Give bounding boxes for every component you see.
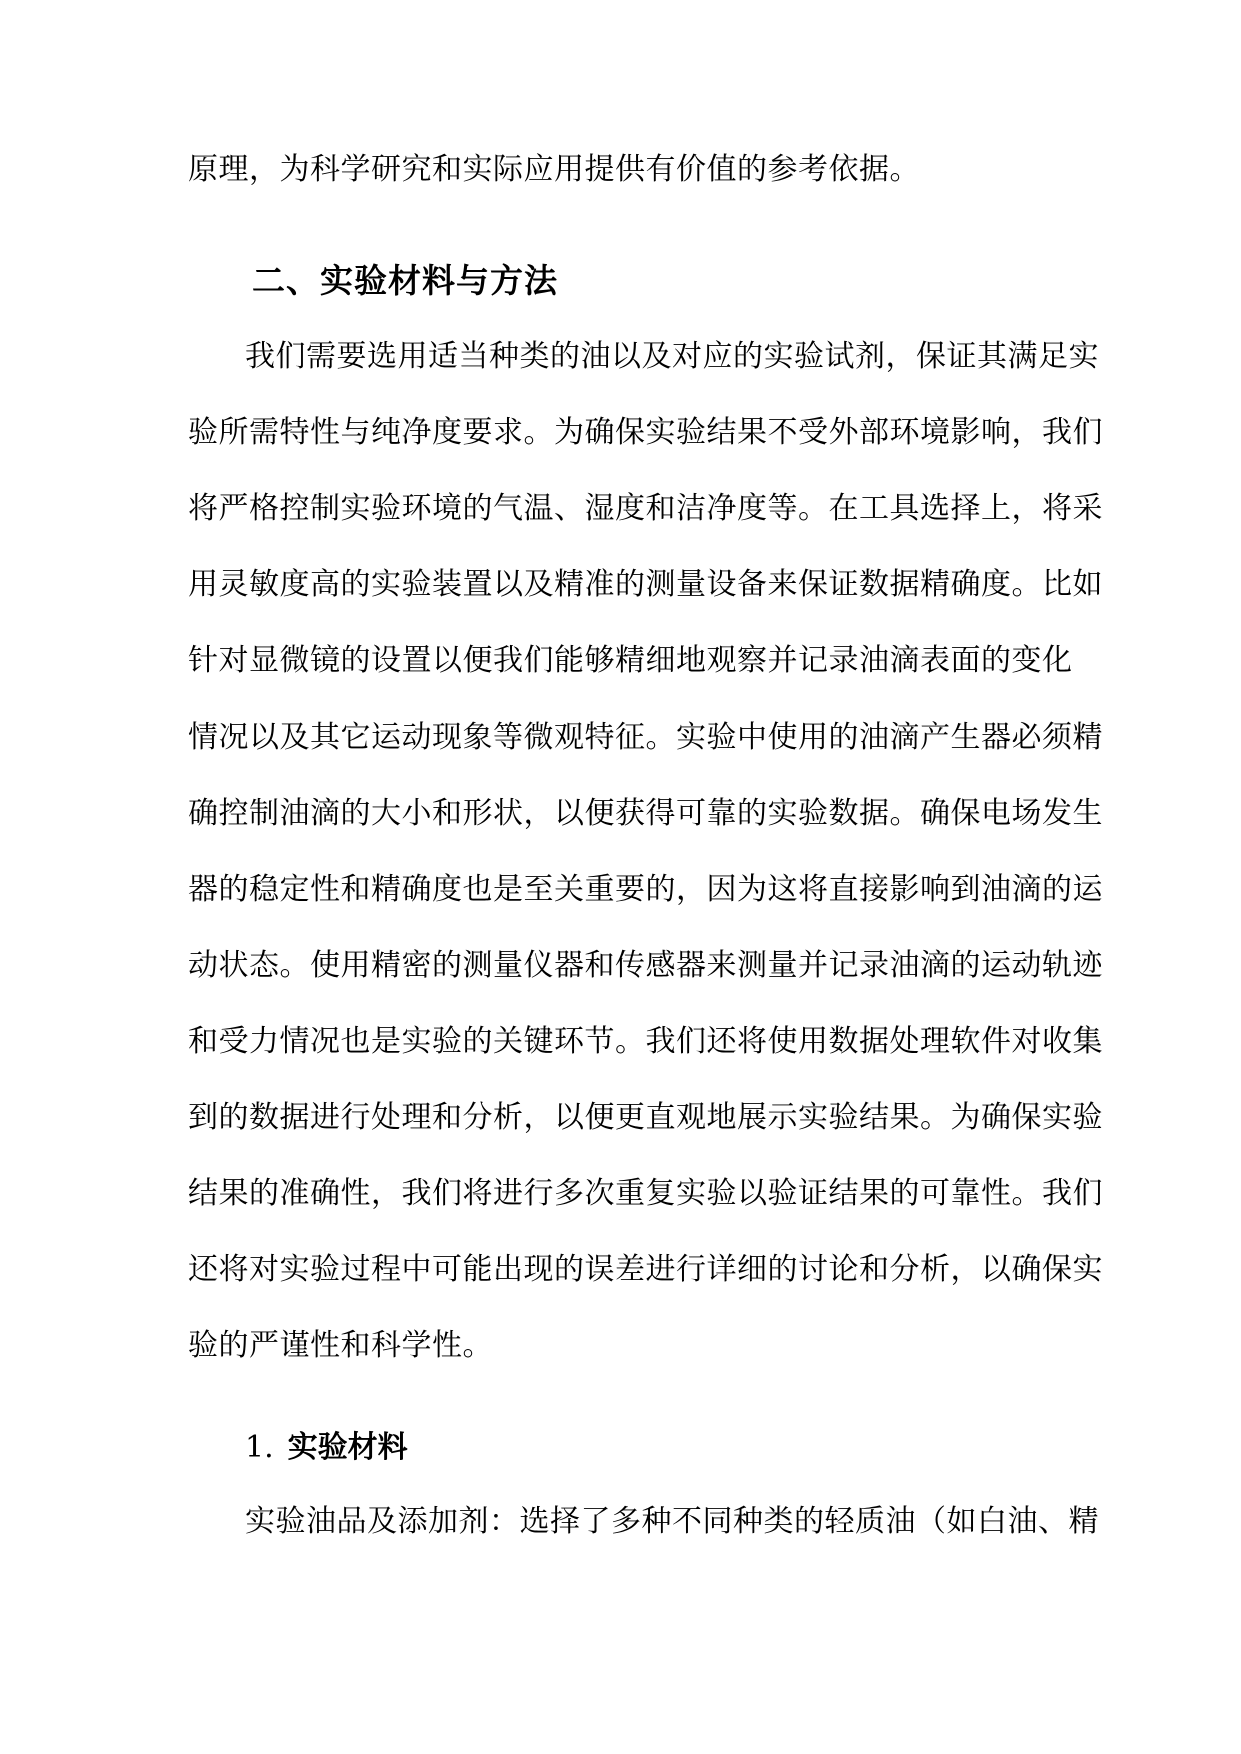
- subsection-title: 实验材料: [287, 1430, 408, 1465]
- paragraph-line: 器的稳定性和精确度也是至关重要的，因为这将直接影响到油滴的运: [188, 872, 1103, 907]
- paragraph-line: 针对显微镜的设置以便我们能够精细地观察并记录油滴表面的变化: [188, 643, 1073, 678]
- section-heading: 二、实验材料与方法: [252, 261, 558, 300]
- paragraph-line: 到的数据进行处理和分析，以便更直观地展示实验结果。为确保实验: [188, 1100, 1103, 1135]
- continuation-text-line: 原理，为科学研究和实际应用提供有价值的参考依据。: [188, 152, 920, 187]
- paragraph-line: 结果的准确性，我们将进行多次重复实验以验证结果的可靠性。我们: [188, 1176, 1103, 1211]
- subsection-heading: [245, 1428, 408, 1468]
- paragraph-line: 动状态。使用精密的测量仪器和传感器来测量并记录油滴的运动轨迹: [188, 948, 1103, 983]
- paragraph-line: 验所需特性与纯净度要求。为确保实验结果不受外部环境影响，我们: [188, 415, 1103, 450]
- subsection-number: 1.: [245, 1430, 274, 1465]
- paragraph-line: 验的严谨性和科学性。: [188, 1328, 493, 1363]
- paragraph-line: 和受力情况也是实验的关键环节。我们还将使用数据处理软件对收集: [188, 1024, 1103, 1059]
- paragraph-line: 用灵敏度高的实验装置以及精准的测量设备来保证数据精确度。比如: [188, 567, 1103, 602]
- paragraph-line: 将严格控制实验环境的气温、湿度和洁净度等。在工具选择上，将采: [188, 491, 1103, 526]
- paragraph-line: 实验油品及添加剂：选择了多种不同种类的轻质油（如白油、精: [245, 1504, 1099, 1539]
- paragraph-line: 我们需要选用适当种类的油以及对应的实验试剂，保证其满足实: [245, 339, 1099, 374]
- paragraph-line: 确控制油滴的大小和形状，以便获得可靠的实验数据。确保电场发生: [188, 796, 1103, 831]
- paragraph-line: 情况以及其它运动现象等微观特征。实验中使用的油滴产生器必须精: [188, 720, 1103, 755]
- paragraph-line: 还将对实验过程中可能出现的误差进行详细的讨论和分析，以确保实: [188, 1252, 1103, 1287]
